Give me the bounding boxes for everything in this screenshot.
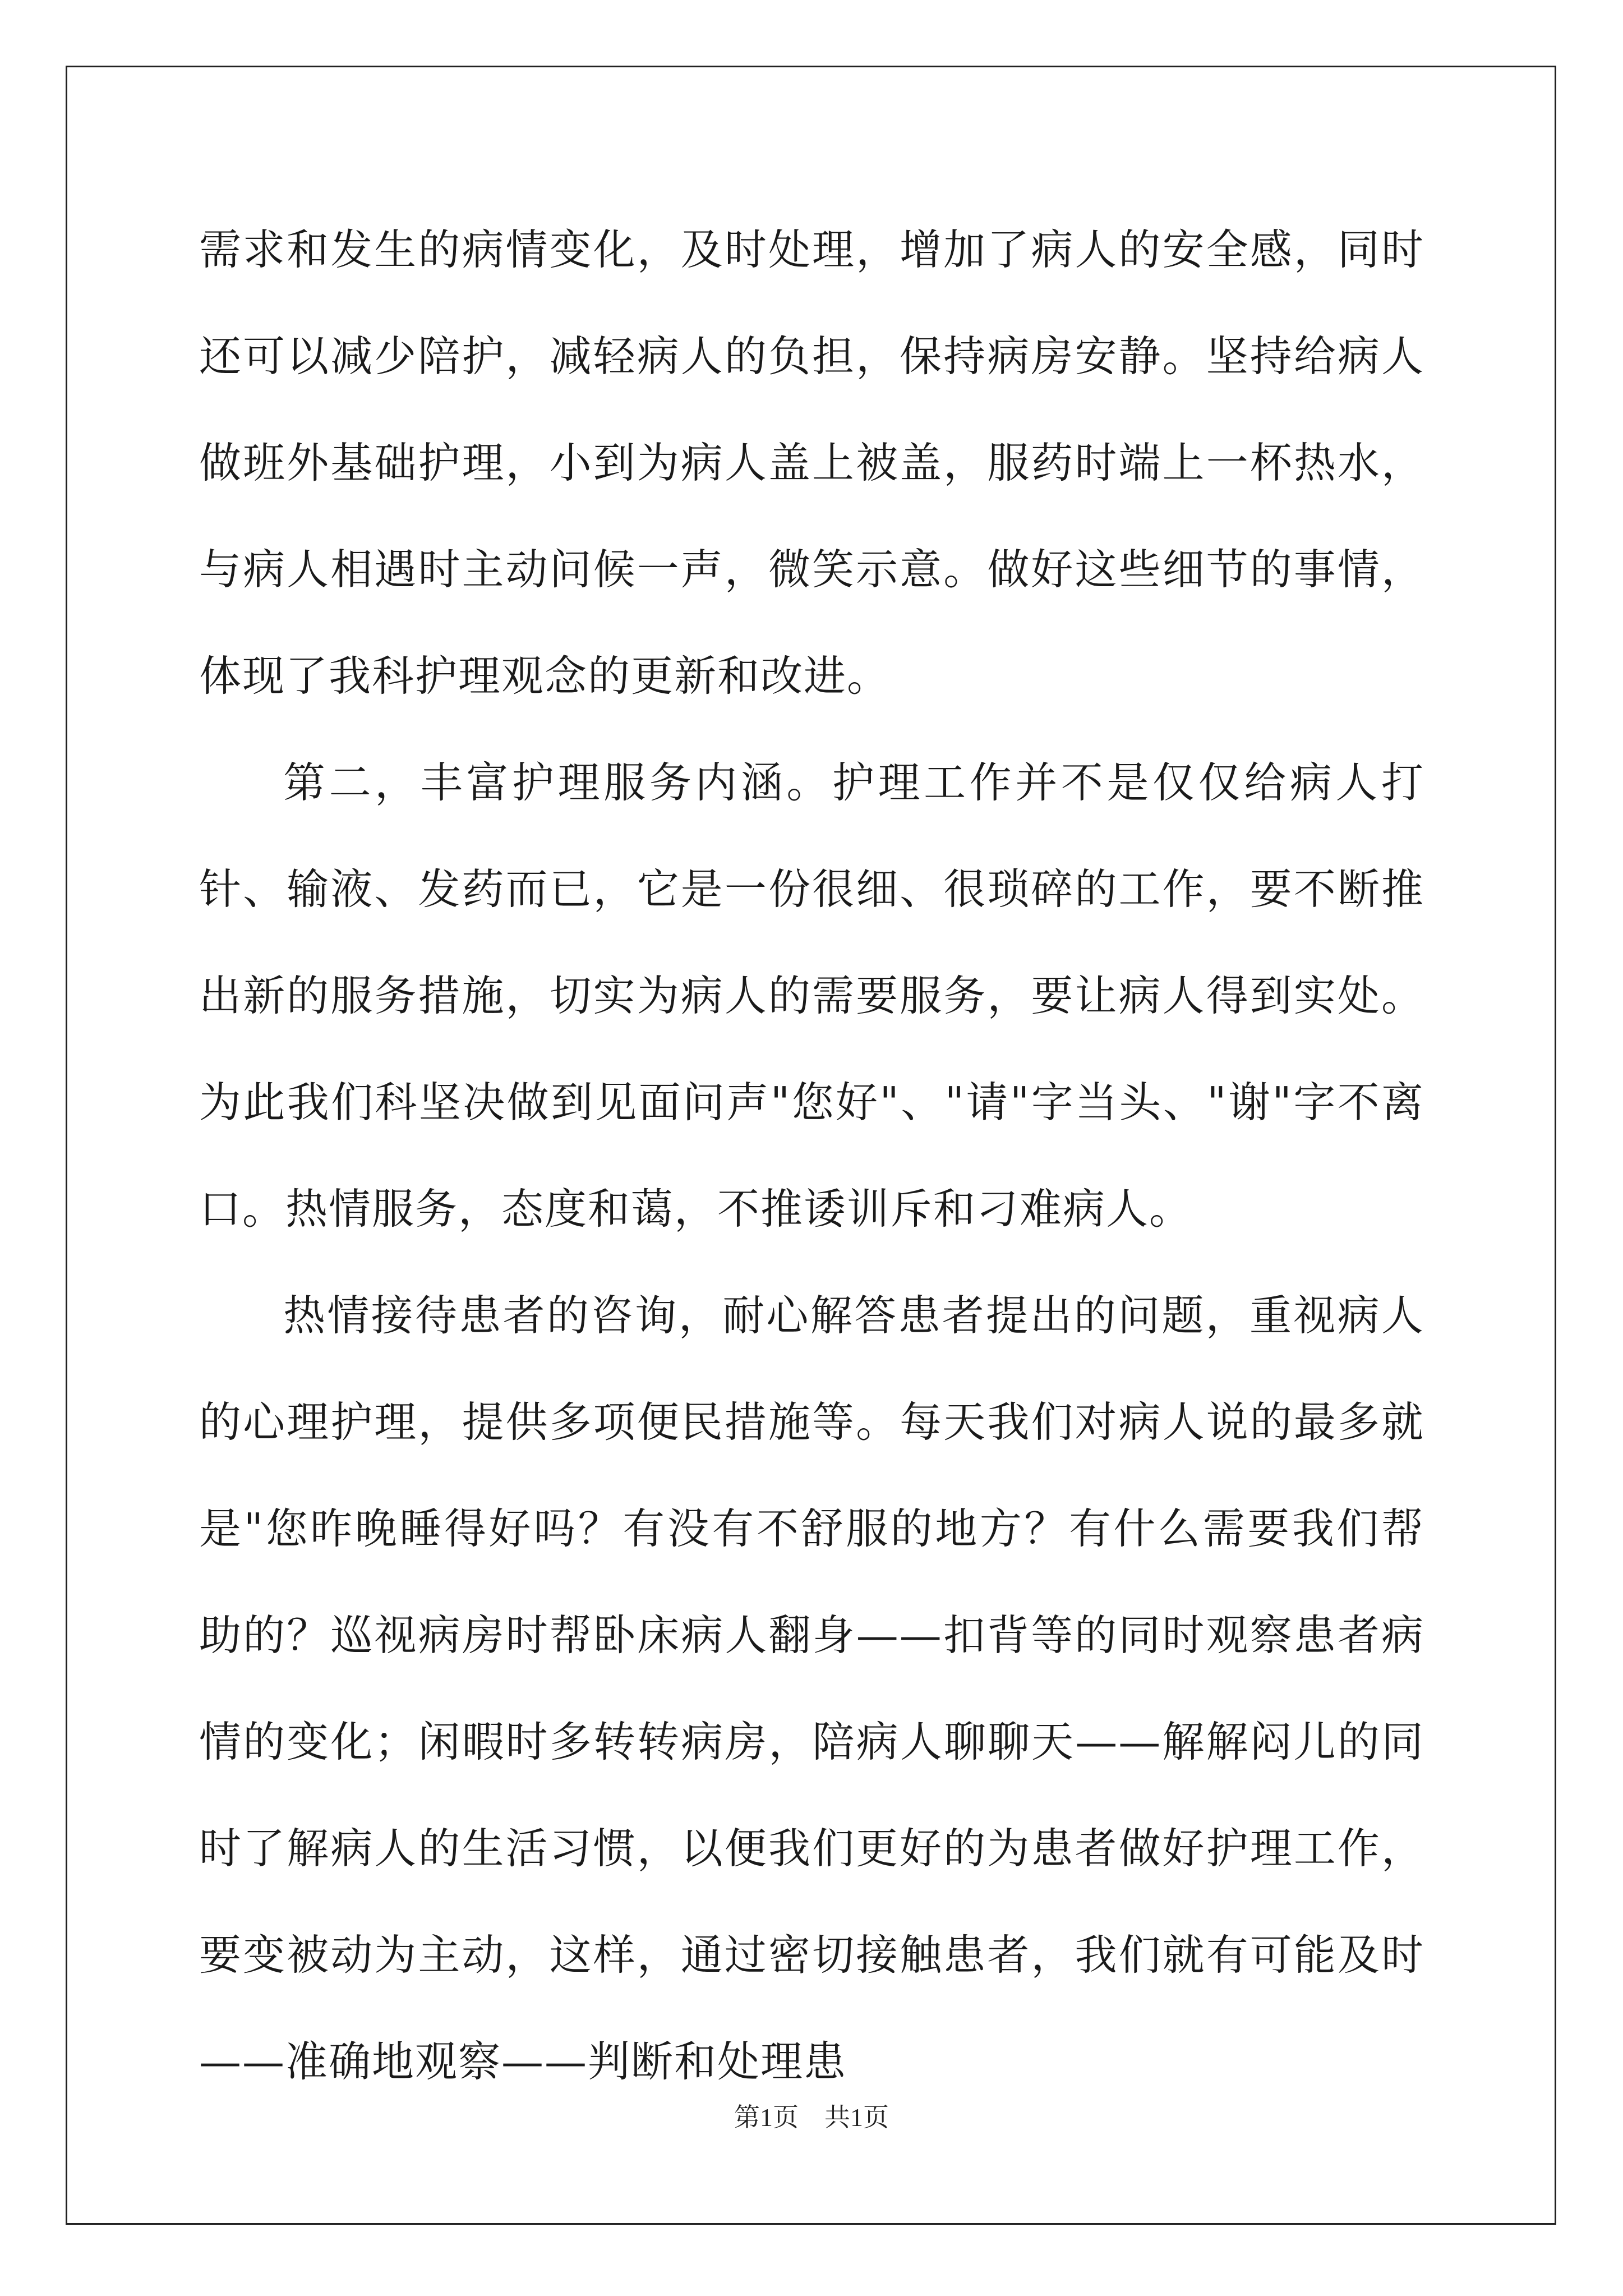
paragraph-3: 热情接待患者的咨询，耐心解答患者提出的问题，重视病人的心理护理，提供多项便民措施等。每天我们对病人说的最多就是"您昨晚睡得好吗？有没有不舒服的地方？有什么需要我们帮助的？巡视病房时帮卧床病人翻身——扣背等的同时观察患者病情的变化；闲暇时多转转病房，陪病人聊聊天——解解闷儿的同时了解病人的生活习惯，以便我们更好的为患者做好护理工作，要变被动为主动，这样，通过密切接触患者，我们就有可能及时——准确地观察——判断和处理患 <box>199 1291 1424 2086</box>
paragraph-2: 第二，丰富护理服务内涵。护理工作并不是仅仅给病人打针、输液、发药而已，它是一份很细、很琐碎的工作，要不断推出新的服务措施，切实为病人的需要服务，要让病人得到实处。为此我们科坚决做到见面问声"您好"、"请"字当头、"谢"字不离口。热情服务，态度和蔼，不推诿训斥和刁难病人。 <box>199 758 1424 1234</box>
paragraph-1: 需求和发生的病情变化，及时处理，增加了病人的安全感，同时还可以减少陪护，减轻病人的负担，保持病房安静。坚持给病人做班外基础护理，小到为病人盖上被盖，服药时端上一杯热水，与病人相遇时主动问候一声，微笑示意。做好这些细节的事情，体现了我科护理观念的更新和改进。 <box>199 225 1424 701</box>
page-number: 第1页 <box>734 2103 799 2132</box>
footer-separator <box>799 2103 824 2132</box>
page-footer <box>0 2097 1623 2134</box>
document-body <box>199 196 1424 2115</box>
page-total: 共1页 <box>824 2103 889 2132</box>
